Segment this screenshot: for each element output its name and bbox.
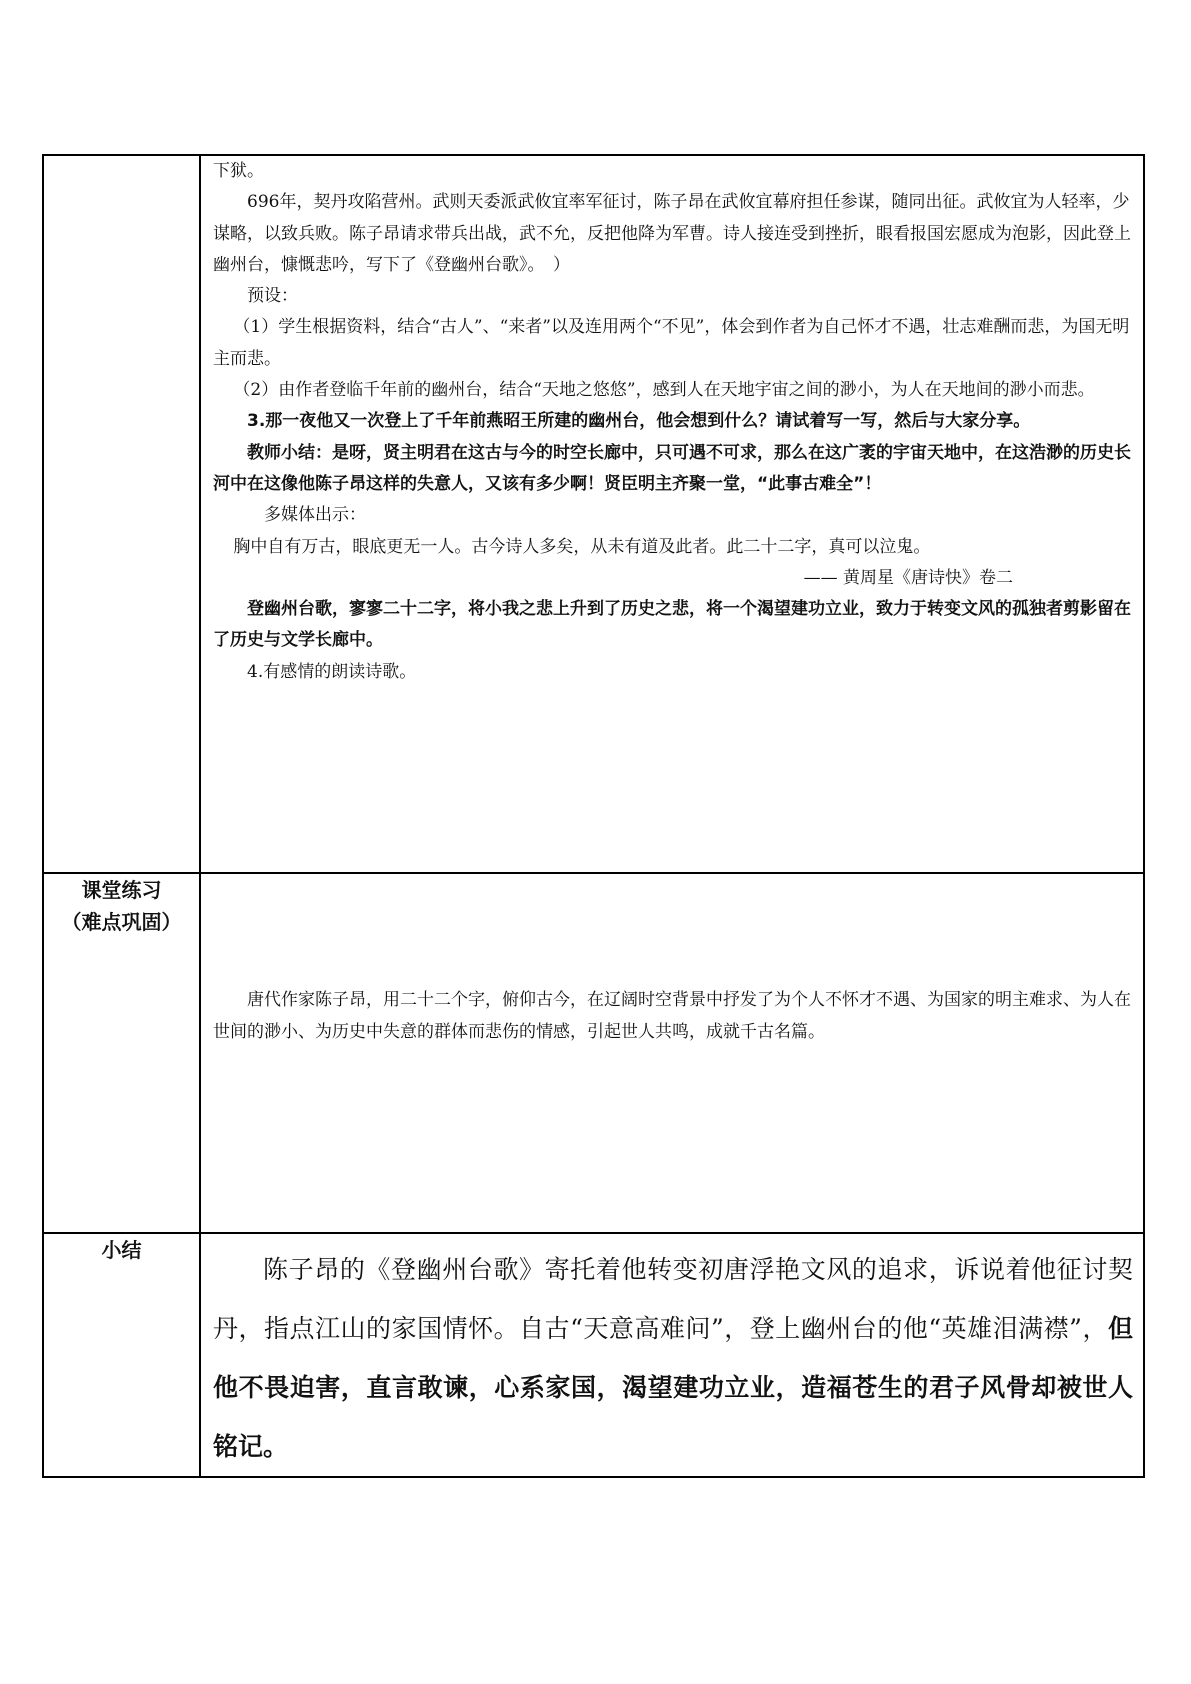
text-question-3: 3.那一夜他又一次登上了千年前燕昭王所建的幽州台，他会想到什么？请试着写一写，然后与大家分享。 (247, 411, 1031, 432)
table-row-summary (43, 1233, 1144, 1477)
summary-content-cell (200, 1233, 1144, 1477)
text-preset-2: （2）由作者登临千年前的幽州台，结合“天地之悠悠”，感到人在天地宇宙之间的渺小，为人在天地间的渺小而悲。 (233, 380, 1095, 401)
process-content-cell (200, 155, 1144, 873)
summary-text-normal: 陈子昂的《登幽州台歌》寄托着他转变初唐浮艳文风的追求，诉说着他征讨契丹，指点江山的家国情怀。自古“天意高难问”，登上幽州台的他“英雄泪满襟”， (213, 1255, 1133, 1343)
process-content (201, 156, 1143, 688)
practice-content-cell (200, 873, 1144, 1233)
text-paragraph-history: 696年，契丹攻陷营州。武则天委派武攸宜率军征讨，陈子昂在武攸宜幕府担任参谋，随同出征。武攸宜为人轻率，少谋略，以致兵败。陈子昂请求带兵出战，武不允，反把他降为军曹。诗人接连受到挫折，眼看报国宏愿成为泡影，因此登上幽州台，慷慨悲吟，写下了《登幽州台歌》。 ） (213, 192, 1131, 275)
text-preset-1: （1）学生根据资料，结合“古人”、“来者”以及连用两个“不见”，体会到作者为自己怀才不遇，壮志难酬而悲，为国无明主而悲。 (213, 317, 1130, 369)
summary-text-bold: 但他不畏迫害，直言敢谏，心系家国，渴望建功立业，造福苍生的君子风骨却被世人铭记。 (213, 1314, 1133, 1461)
practice-label-line2: （难点巩固） (61, 910, 182, 934)
text-quote-source: —— 黄周星《唐诗快》卷二 (803, 567, 1013, 588)
row-label-practice (43, 873, 200, 1233)
row-label-empty (43, 155, 200, 873)
practice-text: 唐代作家陈子昂，用二十二个字，俯仰古今，在辽阔时空背景中抒发了为个人不怀才不遇、为国家的明主难求、为人在世间的渺小、为历史中失意的群体而悲伤的情感，引起世人共鸣，成就千古名篇。 (213, 990, 1131, 1042)
text-question-4: 4.有感情的朗读诗歌。 (247, 661, 417, 682)
summary-content (201, 1234, 1143, 1476)
text-quote: 胸中自有万古，眼底更无一人。古今诗人多矣，从未有道及此者。此二十二字，真可以泣鬼。 (233, 536, 931, 557)
practice-label-line1: 课堂练习 (81, 878, 162, 902)
row-label-summary: 小结 (43, 1233, 200, 1477)
text-preset-heading: 预设： (247, 286, 298, 307)
summary-paragraph (213, 1240, 1133, 1476)
lesson-plan-table (42, 154, 1145, 1478)
text-teacher-summary: 教师小结：是呀，贤主明君在这古与今的时空长廊中，只可遇不可求，那么在这广袤的宇宙天地中，在这浩渺的历史长河中在这像他陈子昂这样的失意人，又该有多少啊！贤臣明主齐聚一堂，“此事古难全”！ (213, 442, 1131, 494)
text-poem-summary: 登幽州台歌，寥寥二十二字，将小我之悲上升到了历史之悲，将一个渴望建功立业，致力于转变文风的孤独者剪影留在了历史与文学长廊中。 (213, 599, 1131, 651)
text-multimedia-heading: 多媒体出示： (264, 505, 366, 526)
practice-content (201, 874, 1143, 1048)
table-row-process (43, 155, 1144, 873)
table-row-practice (43, 873, 1144, 1233)
text-line: 下狱。 (213, 161, 264, 181)
